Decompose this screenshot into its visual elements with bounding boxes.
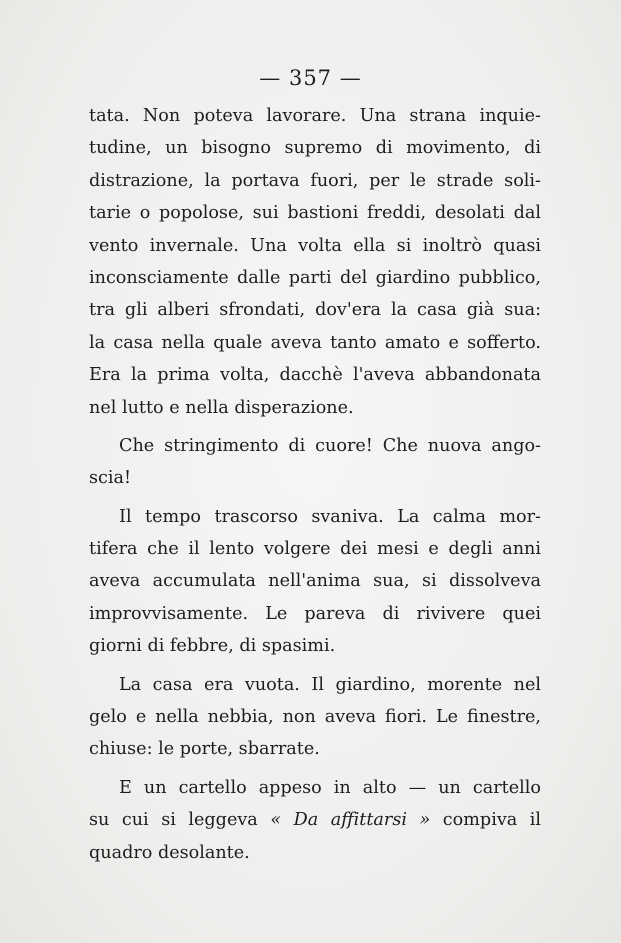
text-line: La casa era vuota. Il giardino, morente nel [119, 674, 541, 695]
text-fragment: compiva il [442, 810, 541, 831]
text-line: giorni di febbre, di spasimi. [89, 636, 336, 657]
text-line: la casa nella quale aveva tanto amato e sofferto. [89, 332, 541, 353]
text-line: vento invernale. Una volta ella si inoltrò quasi [89, 235, 541, 256]
quoted-sign-text: « Da affittarsi » [270, 810, 431, 831]
text-line: E un cartello appeso in alto — un cartello [119, 777, 541, 798]
text-line: tifera che il lento volgere dei mesi e degli anni [89, 539, 541, 560]
text-line: distrazione, la portava fuori, per le strade soli- [89, 170, 541, 191]
text-line: scia! [89, 468, 132, 489]
text-line: Il tempo trascorso svaniva. La calma mor- [119, 506, 541, 527]
text-line-with-quote [89, 804, 541, 836]
text-line: gelo e nella nebbia, non aveva fiori. Le finestre, [89, 707, 541, 728]
text-line: tata. Non poteva lavorare. Una strana inquie- [89, 106, 541, 126]
text-fragment: su cui si leggeva [89, 810, 258, 831]
text-line: quadro desolante. [89, 842, 250, 863]
body-text [89, 100, 541, 869]
text-line: improvvisamente. Le pareva di rivivere quei [89, 603, 541, 624]
text-line: inconsciamente dalle parti del giardino pubblico, [89, 267, 541, 288]
text-line: tudine, un bisogno supremo di movimento, di [89, 138, 541, 159]
text-line: Era la prima volta, dacchè l'aveva abbandonata [89, 365, 541, 386]
text-line: nel lutto e nella disperazione. [89, 397, 354, 418]
text-line: chiuse: le porte, sbarrate. [89, 739, 320, 760]
text-line: tra gli alberi sfrondati, dov'era la casa già sua: [89, 300, 541, 321]
text-line: Che stringimento di cuore! Che nuova ango- [119, 435, 541, 456]
text-line: tarie o popolose, sui bastioni freddi, desolati dal [89, 203, 541, 224]
page-number: — 357 — [259, 66, 362, 90]
text-line: aveva accumulata nell'anima sua, si dissolveva [89, 571, 541, 592]
